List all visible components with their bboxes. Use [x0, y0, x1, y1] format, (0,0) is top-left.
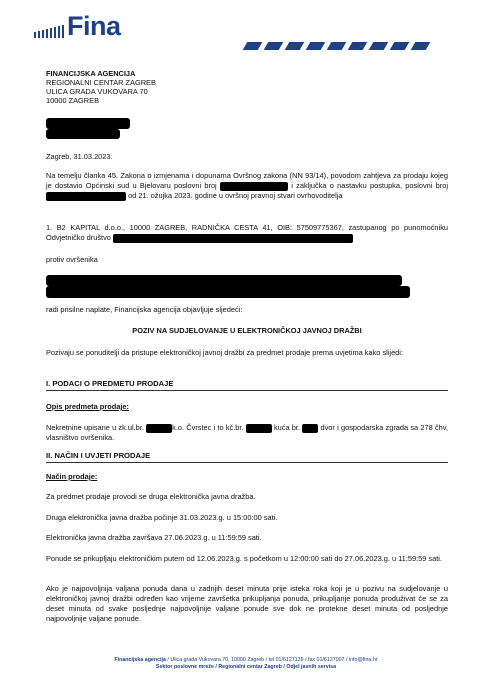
text: dvor i gospodarska zgrada sa 278 čhv, vlasništvo ovršenika. [46, 423, 448, 442]
notice-title: POZIV NA SUDJELOVANJE U ELEKTRONIČKOJ JAVNOJ DRAŽBI [132, 326, 362, 335]
text: i zaključka o nastavku postupka, poslovni broj [291, 181, 448, 190]
sender-line: FINANCIJSKA AGENCIJA [46, 69, 136, 78]
section-1-heading: I. PODACI O PREDMETU PRODAJE [46, 379, 174, 388]
page-footer [0, 657, 492, 671]
redacted-law-firm [113, 234, 353, 243]
text: kuća br. [273, 423, 301, 432]
section-2-subheading [46, 472, 448, 482]
redacted-recipient [46, 118, 130, 129]
fina-logo [34, 11, 121, 41]
sender-line: 10000 ZAGREB [46, 96, 99, 105]
section-2-heading: II. NAČIN I UVJETI PRODAJE [46, 451, 151, 460]
sender-line: ULICA GRADA VUKOVARA 70 [46, 87, 148, 96]
redacted-house-number [302, 424, 318, 433]
sender-address [46, 69, 156, 105]
subheading-text: Opis predmeta prodaje: [46, 402, 129, 411]
sale-line: Druga elektronička javna dražba počinje 31.03.2023.g. u 15:00:00 sati. [46, 513, 278, 522]
document-date: Zagreb, 31.03.2023. [46, 152, 113, 161]
property-description [46, 423, 448, 443]
paragraph-purpose: radi prisilne naplate, Financijska agencija objavljuje sljedeći: [46, 305, 243, 314]
sale-line: Ako je najpovoljnija valjana ponuda dana u zadnjih deset minuta prije isteka roka koji je u pozivu na sudjelovanje u elektroničkoj javnoj dražbi određen kao vrijeme završetka prikupljanja ponuda, prikupljanje ponuda produživat će se za deset minuta od svake posljednje najpovoljnije valjane ponude sve dok ne protekne deset minuta od posljednje najpovoljnije valjane ponude. [46, 584, 448, 623]
logo-text: Fina [67, 11, 121, 41]
text: 1. B2 KAPITAL d.o.o., 10000 ZAGREB, RADNIČKA CESTA 41, OIB: 57509775367, zastupanog po punomoćniku Odvjetničko društvo [46, 223, 448, 242]
redacted-recipient [46, 129, 120, 139]
redacted-case-number [46, 192, 126, 201]
footer-line: Sektor poslovne mreže / Regionalni centar Zagreb / Odjel javnih servisa [155, 664, 337, 670]
paragraph-invitation: Pozivaju se ponuditelji da pristupe elektroničkoj javnoj dražbi za predmet prodaje prema uvjetima kako slijedi: [46, 348, 403, 357]
paragraph-creditor [46, 223, 448, 243]
redacted-plot-number [246, 424, 272, 433]
paragraph-legal-basis [46, 171, 448, 201]
redacted-debtor [46, 275, 402, 286]
footer-contact: / Ulica grada Vukovara 70, 10000 Zagreb / tel 01/6127139 / fax 01/6127007 / info@fina.hr [165, 657, 378, 663]
footer-name: Financijska agencija [114, 657, 166, 663]
text: Nekretnine upisane u zk.ul.br. [46, 423, 144, 432]
text: Na temelju članka 45. Zakona o izmjenama i dopunama Ovršnog zakona (NN 93/14), povodom zahtjeva za prodaju kojeg je dostavio Općinski sud u Bjelovaru poslovni broj [46, 171, 448, 190]
sale-line: Elektronička javna dražba završava 27.06.2023.g. u 11:59:59 sati. [46, 533, 262, 542]
redacted-case-number [220, 182, 288, 191]
redacted-land-register [146, 424, 172, 433]
text: k.o. Čvrstec i to kč.br. [172, 423, 244, 432]
header-stripes [245, 42, 428, 50]
sale-line: Za predmet prodaje provodi se druga elektronička javna dražba. [46, 492, 256, 501]
logo-bars-icon [34, 20, 64, 38]
divider [46, 390, 448, 391]
paragraph-against: protiv ovršenika [46, 255, 98, 264]
sender-line: REGIONALNI CENTAR ZAGREB [46, 78, 156, 87]
section-1-subheading [46, 402, 448, 412]
redacted-debtor [46, 286, 410, 298]
footer-line [0, 657, 492, 664]
sale-line: Ponude se prikupljaju elektroničkim putem od 12.06.2023.g. s početkom u 12:00:00 sati do 27.06.2023.g. u 11:59:59 sati. [46, 554, 442, 563]
divider [46, 462, 448, 463]
subheading-text: Način prodaje: [46, 472, 98, 481]
text: od 21. ožujka 2023. godine u ovršnoj pravnoj stvari ovrhovoditelja [128, 191, 343, 200]
